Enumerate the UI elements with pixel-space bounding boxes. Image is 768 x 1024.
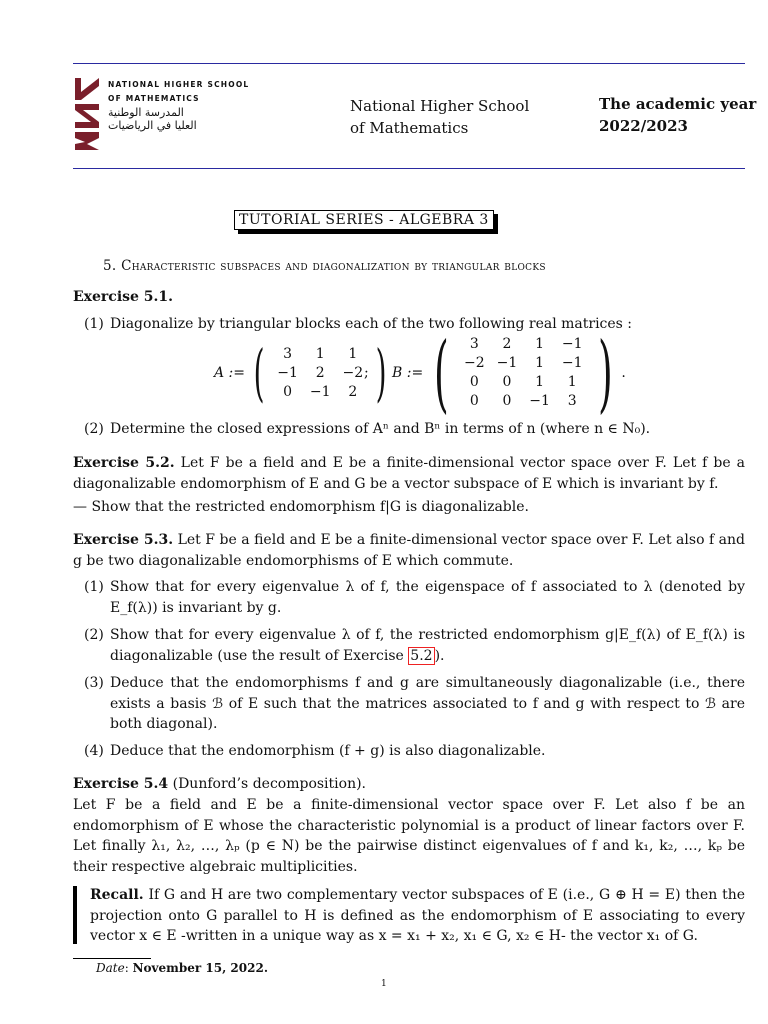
exercise-5-2-text: Let F be a field and E be a finite-dimensional vector space over F. Let f be a diagonalizable endomorphism of E and G be a vector subspace of E which is invariant by f. (73, 455, 745, 492)
matrix-cell: 3 (469, 336, 479, 352)
matrix-cell: −2 (463, 355, 485, 371)
matrix-cell: 1 (348, 345, 358, 362)
item-number: (1) (84, 579, 104, 595)
item-text: Diagonalize by triangular blocks each of the two following real matrices : (110, 316, 633, 332)
matrix-row (271, 364, 369, 383)
matrix-b-label: B := (392, 365, 424, 381)
exercise-5-4-text: Let F be a field and E be a finite-dimensional vector space over F. Let also f be an endomorphism of E whose the characteristic polynomial is a product of linear factors over F. Let finally λ₁, λ₂, …, λₚ (p ∈ N) be the pairwise distinct eigenvalues of f and k₁, k₂, …, kₚ be their respective algebraic multiplicities. (73, 797, 745, 875)
matrix-row (271, 345, 369, 364)
recall-block (90, 885, 745, 947)
matrix-cell: −1 (496, 355, 518, 371)
exercise-5-3-item-1 (84, 577, 745, 618)
recall-bar (73, 886, 77, 944)
exercise-5-1-item-2 (84, 419, 745, 440)
matrix-cell: 3 (567, 393, 577, 409)
exercise-5-3-text: Let F be a field and E be a finite-dimensional vector space over F. Let also f and g be two diagonalizable endomorphisms of E which commute. (73, 532, 745, 569)
matrix-cell: 2 (315, 364, 325, 381)
footnote-label: Date (96, 961, 125, 975)
matrix-row (271, 383, 369, 402)
exercise-reference-link[interactable]: 5.2 (410, 647, 433, 664)
matrix-cell: −2 (342, 364, 364, 381)
item-number: (4) (84, 743, 104, 759)
exercise-5-1-heading: Exercise 5.1. (73, 289, 174, 305)
item-text: Determine the closed expressions of Aⁿ and Bⁿ in terms of n (where n ∈ N₀). (110, 421, 651, 437)
item-text: Show that for every eigenvalue λ of f, the eigenspace of f associated to λ (denoted by E_f(λ)) is invariant by g. (110, 579, 745, 616)
school-logo-icon (73, 78, 103, 150)
matrix-cell: 0 (502, 393, 512, 409)
matrix-cell: 0 (502, 374, 512, 390)
matrix-a-label: A := (214, 365, 246, 381)
recall-text: If G and H are two complementary vector subspaces of E (i.e., G ⊕ H = E) then the projection onto G parallel to H is defined as the endomorphism of E associating to every vector x ∈ E -written in a unique way as x = x₁ + x₂, x₁ ∈ G, x₂ ∈ H- the vector x₁ of G. (90, 887, 745, 944)
exercise-5-2 (73, 453, 745, 494)
matrix-cell: 2 (348, 383, 358, 400)
matrix-b: B := ( 3 2 1 −1 −2 −1 1 −1 0 0 1 1 0 0 −1 3 ) . (392, 324, 626, 422)
matrix-cell: −1 (277, 364, 298, 381)
header-top-rule (73, 63, 745, 64)
footnote-rule (73, 958, 151, 959)
footnote-date: November 15, 2022. (132, 961, 268, 975)
academic-year: The academic year 2022/2023 (599, 95, 757, 135)
matrix-row (458, 335, 589, 354)
header-bottom-rule (73, 168, 745, 169)
matrix-cell: 3 (283, 345, 292, 362)
item-text: Show that for every eigenvalue λ of f, the restricted endomorphism g|E_f(λ) of E_f(λ) is diagonalizable (use the result of Exercise 5.2 ). (110, 627, 745, 664)
matrix-row (458, 392, 589, 411)
exercise-5-3-item-4 (84, 741, 745, 762)
matrix-cell: 1 (567, 374, 577, 390)
recall-label: Recall. (90, 887, 144, 903)
school-name: National Higher School of Mathematics (350, 97, 530, 137)
matrix-cell: −1 (561, 355, 583, 371)
matrix-row (458, 373, 589, 392)
item-number: (3) (84, 675, 104, 691)
matrix-cell: −1 (529, 393, 550, 409)
section-heading: 5. Characteristic subspaces and diagonalization by triangular blocks (103, 258, 546, 274)
matrix-b-table (458, 335, 589, 411)
exercise-5-2-heading: Exercise 5.2. (73, 455, 175, 471)
item-number: (2) (84, 627, 104, 643)
matrix-cell: 0 (283, 383, 292, 400)
item-text: Deduce that the endomorphisms f and g are simultaneously diagonalizable (i.e., there exists a basis ℬ of E such that the matrices associated to f and g with respect to ℬ are both diagonal). (110, 675, 745, 732)
exercise-5-3-item-2 (84, 625, 745, 666)
exercise-5-3-item-3 (84, 673, 745, 735)
matrix-cell: 1 (535, 336, 545, 352)
matrix-cell: 2 (502, 336, 512, 352)
footnote: Date: November 15, 2022. (96, 961, 268, 975)
exercise-5-3 (73, 530, 745, 571)
exercise-5-4-heading: Exercise 5.4 (73, 776, 169, 792)
matrix-a: A := ( 3 1 1 −1 2 −2 0 −1 2 ) (214, 336, 387, 409)
logo-name: NATIONAL HIGHER SCHOOL OF MATHEMATICS (108, 80, 250, 103)
exercise-5-2-question: — Show that the restricted endomorphism f|G is diagonalizable. (73, 499, 529, 515)
matrix-a-table (271, 345, 369, 402)
matrix-cell: 0 (469, 393, 479, 409)
matrix-cell: 1 (315, 345, 325, 362)
document-title: TUTORIAL SERIES - ALGEBRA 3 (234, 210, 494, 230)
matrix-cell: −1 (309, 383, 331, 400)
exercise-5-4-heading-line (73, 774, 745, 795)
exercise-5-4-subtitle: (Dunford’s decomposition). (172, 776, 366, 792)
matrix-cell: 0 (469, 374, 479, 390)
exercise-5-3-heading: Exercise 5.3. (73, 532, 174, 548)
item-number: (2) (84, 421, 104, 437)
exercise-5-1-item-1 (84, 314, 745, 335)
matrix-cell: 1 (535, 374, 545, 390)
matrix-separator: ; (364, 365, 369, 381)
logo-arabic-name: المدرسة الوطنية العليا في الرياضيات (108, 106, 197, 132)
page-number: 1 (381, 979, 387, 989)
item-text: Deduce that the endomorphism (f + g) is also diagonalizable. (110, 743, 546, 759)
matrix-cell: −1 (561, 336, 583, 352)
matrix-row (458, 354, 589, 373)
matrix-cell: 1 (535, 355, 545, 371)
item-number: (1) (84, 316, 104, 332)
